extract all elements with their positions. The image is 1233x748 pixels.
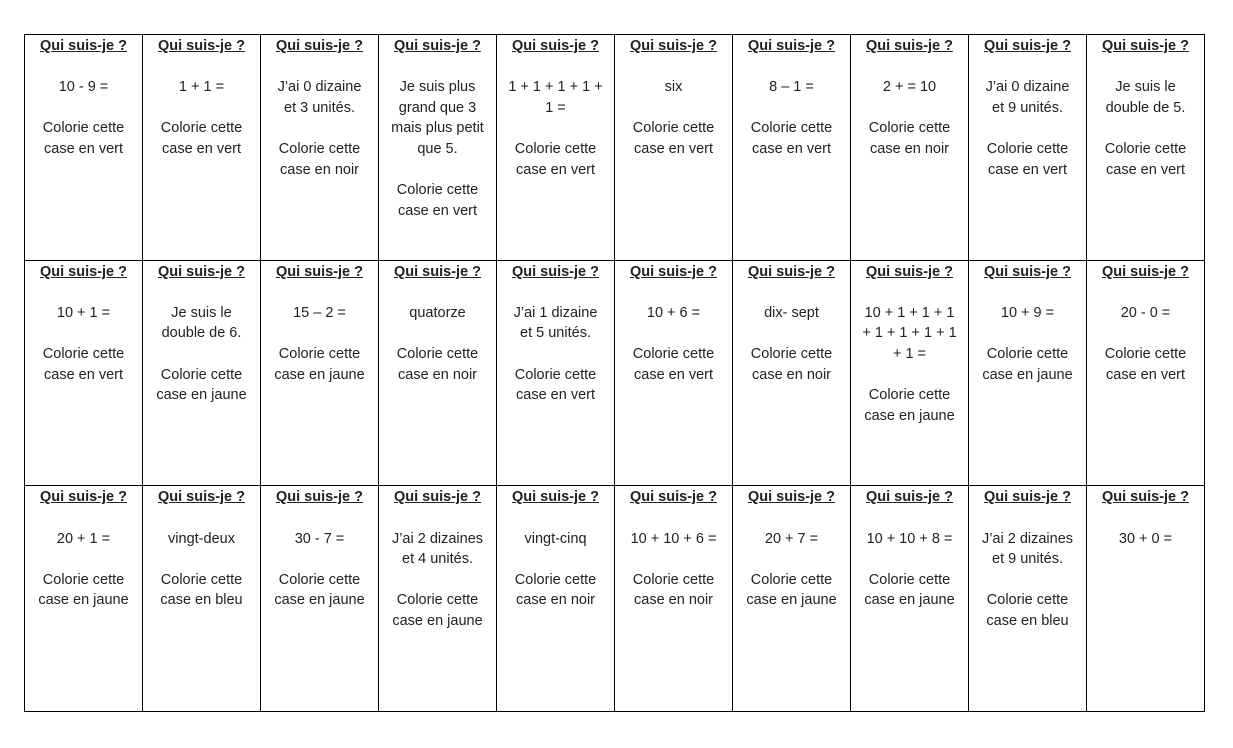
riddle-prompt: 20 + 1 = (56, 530, 111, 547)
riddle-prompt: 30 + 0 = (1118, 530, 1173, 547)
riddle-cell (497, 35, 615, 261)
riddle-cell-content (1087, 35, 1204, 180)
riddle-cell (1087, 486, 1205, 712)
riddle-prompt: vingt-cinq (524, 530, 587, 547)
riddle-cell-content (733, 35, 850, 160)
riddle-title: Qui suis-je ? (275, 38, 363, 54)
riddle-prompt: 8 – 1 = (769, 79, 814, 96)
riddle-prompt: 2 + = 10 (882, 79, 937, 96)
riddle-title: Qui suis-je ? (39, 38, 127, 54)
riddle-cell (733, 486, 851, 712)
color-instruction: Colorie cette case en vert (396, 182, 479, 219)
riddle-title: Qui suis-je ? (983, 263, 1071, 280)
riddle-cell (25, 260, 143, 486)
riddle-cell-content (261, 486, 378, 611)
color-instruction: Colorie cette case en jaune (274, 346, 365, 383)
color-instruction: Colorie cette case en bleu (986, 592, 1069, 629)
color-instruction: Colorie cette case en jaune (392, 592, 483, 629)
color-instruction: Colorie cette case en noir (278, 140, 361, 178)
riddle-cell (379, 486, 497, 712)
riddle-cell (143, 260, 261, 486)
color-instruction: Colorie cette case en noir (868, 120, 951, 157)
color-instruction: Colorie cette case en vert (160, 120, 243, 157)
riddle-cell (1087, 35, 1205, 261)
riddle-prompt: J’ai 2 dizaines et 4 unités. (391, 530, 484, 568)
riddle-cell-content (733, 486, 850, 611)
riddle-cell-content (25, 486, 142, 611)
riddle-cell (379, 260, 497, 486)
riddle-cell (261, 260, 379, 486)
color-instruction: Colorie cette case en vert (750, 120, 833, 157)
color-instruction: Colorie cette case en vert (1104, 140, 1187, 178)
riddle-prompt: 10 + 6 = (646, 304, 701, 321)
riddle-title: Qui suis-je ? (511, 263, 599, 280)
riddle-title: Qui suis-je ? (157, 38, 245, 54)
riddle-prompt: 10 + 10 + 6 = (630, 530, 717, 547)
riddle-cell-content (143, 261, 260, 406)
riddle-cell (25, 486, 143, 712)
riddle-cell-content (143, 35, 260, 160)
riddle-prompt: 10 - 9 = (58, 79, 109, 96)
color-instruction: Colorie cette case en jaune (274, 571, 365, 609)
riddle-cell-content (851, 261, 968, 427)
riddle-cell-content (379, 261, 496, 386)
riddle-prompt: Je suis le double de 5. (1105, 79, 1186, 116)
riddle-cell (969, 35, 1087, 261)
riddle-cell-content (25, 35, 142, 160)
riddle-prompt: Je suis le double de 6. (161, 304, 242, 342)
riddle-cell-content (497, 35, 614, 180)
color-instruction: Colorie cette case en vert (42, 120, 125, 157)
grid-row (25, 486, 1205, 712)
riddle-prompt: Je suis plus grand que 3 mais plus petit que 5. (391, 79, 484, 157)
riddle-title: Qui suis-je ? (747, 263, 835, 280)
riddle-prompt: quatorze (409, 304, 466, 321)
riddle-prompt: 30 - 7 = (294, 530, 345, 547)
color-instruction: Colorie cette case en jaune (156, 366, 247, 404)
riddle-cell-content (969, 35, 1086, 180)
riddle-cell-content (615, 35, 732, 160)
color-instruction: Colorie cette case en jaune (982, 346, 1073, 383)
color-instruction: Colorie cette case en vert (514, 366, 597, 404)
riddle-cell (851, 35, 969, 261)
color-instruction: Colorie cette case en noir (750, 346, 833, 383)
riddle-cell (25, 35, 143, 261)
riddle-cell (969, 260, 1087, 486)
riddle-cell (851, 260, 969, 486)
worksheet-grid (24, 34, 1205, 712)
riddle-title: Qui suis-je ? (393, 38, 481, 54)
riddle-title: Qui suis-je ? (747, 489, 835, 506)
riddle-cell-content (143, 486, 260, 611)
riddle-prompt: 1 + 1 + 1 + 1 + 1 = (508, 79, 603, 116)
riddle-title: Qui suis-je ? (865, 263, 953, 280)
riddle-title: Qui suis-je ? (393, 263, 481, 280)
riddle-cell (969, 486, 1087, 712)
riddle-cell (615, 486, 733, 712)
color-instruction: Colorie cette case en vert (514, 140, 597, 178)
color-instruction: Colorie cette case en jaune (864, 387, 955, 424)
riddle-cell (733, 260, 851, 486)
riddle-cell (261, 486, 379, 712)
riddle-title: Qui suis-je ? (275, 263, 363, 280)
grid-row (25, 260, 1205, 486)
riddle-cell (379, 35, 497, 261)
riddle-cell-content (615, 486, 732, 611)
riddle-title: Qui suis-je ? (747, 38, 835, 54)
riddle-cell-content (733, 261, 850, 386)
color-instruction: Colorie cette case en vert (632, 346, 715, 383)
riddle-title: Qui suis-je ? (983, 38, 1071, 54)
riddle-prompt: J’ai 0 dizaine et 3 unités. (277, 79, 362, 116)
riddle-cell-content (497, 486, 614, 611)
riddle-prompt: 10 + 1 = (56, 304, 111, 321)
riddle-title: Qui suis-je ? (983, 489, 1071, 506)
riddle-cell (615, 35, 733, 261)
worksheet-grid-body (25, 35, 1205, 712)
riddle-title: Qui suis-je ? (865, 38, 953, 54)
riddle-cell-content (969, 261, 1086, 386)
riddle-prompt: vingt-deux (168, 530, 235, 547)
riddle-title: Qui suis-je ? (865, 489, 953, 506)
color-instruction: Colorie cette case en vert (1104, 346, 1187, 383)
riddle-title: Qui suis-je ? (39, 263, 127, 280)
riddle-title: Qui suis-je ? (39, 489, 127, 506)
riddle-cell-content (1087, 261, 1204, 386)
riddle-cell-content (969, 486, 1086, 631)
riddle-cell-content (261, 35, 378, 180)
riddle-cell (261, 35, 379, 261)
color-instruction: Colorie cette case en vert (986, 140, 1069, 178)
riddle-prompt: 10 + 9 = (1000, 304, 1055, 321)
riddle-cell (851, 486, 969, 712)
riddle-title: Qui suis-je ? (1101, 38, 1189, 54)
riddle-cell (497, 486, 615, 712)
riddle-prompt: 20 + 7 = (764, 530, 819, 547)
riddle-cell (143, 35, 261, 261)
color-instruction: Colorie cette case en vert (632, 120, 715, 157)
riddle-cell-content (261, 261, 378, 386)
riddle-prompt: 10 + 10 + 8 = (866, 530, 953, 547)
riddle-title: Qui suis-je ? (393, 489, 481, 506)
riddle-prompt: 15 – 2 = (293, 304, 346, 321)
riddle-prompt: J’ai 0 dizaine et 9 unités. (985, 79, 1070, 116)
riddle-title: Qui suis-je ? (275, 489, 363, 506)
riddle-prompt: dix- sept (764, 304, 819, 321)
riddle-prompt: J’ai 1 dizaine et 5 unités. (513, 304, 598, 342)
riddle-cell-content (851, 35, 968, 160)
riddle-cell-content (497, 261, 614, 406)
riddle-cell-content (1087, 486, 1204, 549)
riddle-title: Qui suis-je ? (1101, 263, 1189, 280)
color-instruction: Colorie cette case en jaune (38, 571, 129, 609)
riddle-title: Qui suis-je ? (511, 489, 599, 506)
riddle-cell-content (379, 35, 496, 221)
riddle-title: Qui suis-je ? (157, 263, 245, 280)
riddle-title: Qui suis-je ? (511, 38, 599, 54)
riddle-cell-content (25, 261, 142, 386)
color-instruction: Colorie cette case en bleu (160, 571, 243, 609)
riddle-cell (143, 486, 261, 712)
riddle-cell-content (615, 261, 732, 386)
color-instruction: Colorie cette case en jaune (864, 571, 955, 609)
riddle-cell (497, 260, 615, 486)
riddle-prompt: J’ai 2 dizaines et 9 unités. (981, 530, 1074, 568)
riddle-cell (1087, 260, 1205, 486)
color-instruction: Colorie cette case en noir (396, 346, 479, 383)
riddle-title: Qui suis-je ? (629, 263, 717, 280)
riddle-prompt: 10 + 1 + 1 + 1 + 1 + 1 + 1 + 1 + 1 = (862, 304, 957, 363)
riddle-title: Qui suis-je ? (1101, 489, 1189, 506)
color-instruction: Colorie cette case en vert (42, 346, 125, 383)
riddle-prompt: six (664, 79, 683, 96)
riddle-title: Qui suis-je ? (629, 38, 717, 54)
riddle-prompt: 1 + 1 = (178, 79, 225, 96)
riddle-cell (615, 260, 733, 486)
riddle-prompt: 20 - 0 = (1120, 304, 1171, 321)
riddle-title: Qui suis-je ? (157, 489, 245, 506)
riddle-cell-content (379, 486, 496, 631)
color-instruction: Colorie cette case en noir (632, 571, 715, 609)
riddle-cell-content (851, 486, 968, 611)
riddle-title: Qui suis-je ? (629, 489, 717, 506)
grid-row (25, 35, 1205, 261)
riddle-cell (733, 35, 851, 261)
color-instruction: Colorie cette case en noir (514, 571, 597, 609)
color-instruction: Colorie cette case en jaune (746, 571, 837, 609)
